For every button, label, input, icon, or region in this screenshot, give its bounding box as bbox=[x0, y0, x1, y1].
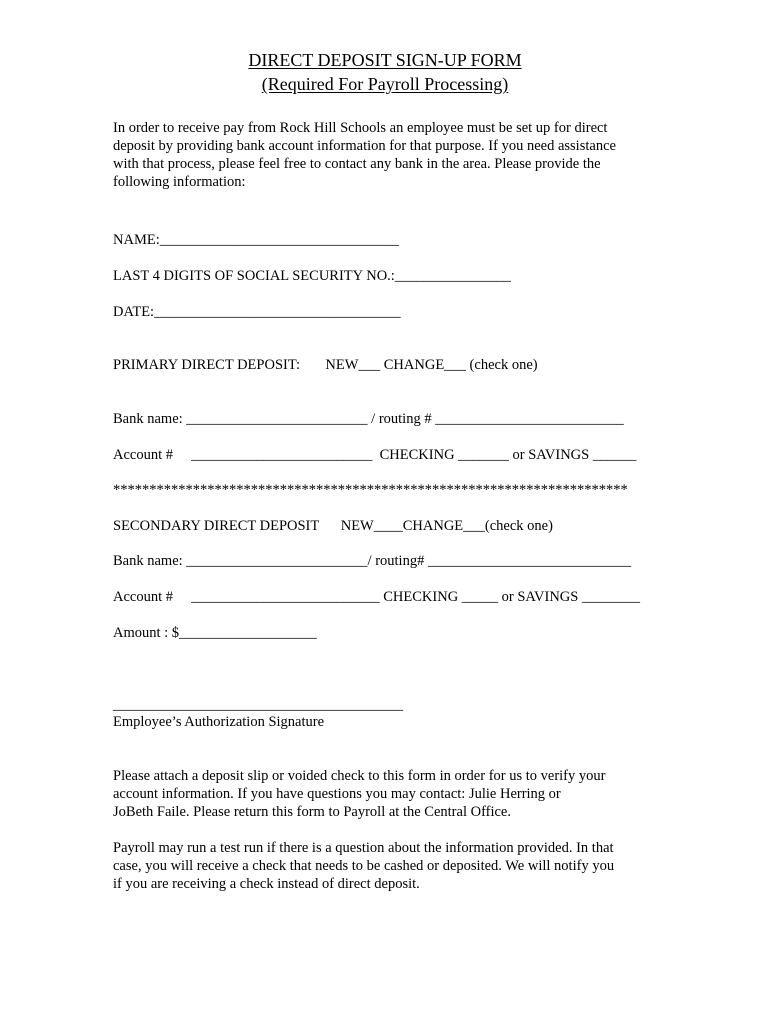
intro-line: In order to receive pay from Rock Hill Schools an employee must be set up for direct bbox=[113, 120, 608, 136]
form-title: DIRECT DEPOSIT SIGN-UP FORM bbox=[248, 50, 522, 70]
intro-line: with that process, please feel free to contact any bank in the area. Please provide the bbox=[113, 156, 601, 172]
ssn-field[interactable]: LAST 4 DIGITS OF SOCIAL SECURITY NO.:________________ bbox=[113, 268, 511, 284]
date-field[interactable]: DATE:__________________________________ bbox=[113, 304, 401, 320]
signature-label: Employee’s Authorization Signature bbox=[113, 714, 325, 730]
amount-field[interactable]: Amount : $___________________ bbox=[113, 625, 317, 641]
test-run-note-line: if you are receiving a check instead of direct deposit. bbox=[113, 876, 420, 892]
primary-account-field[interactable]: Account # _________________________ CHECKING _______ or SAVINGS ______ bbox=[113, 447, 637, 463]
intro-line: following information: bbox=[113, 174, 246, 190]
name-field[interactable]: NAME:_________________________________ bbox=[113, 232, 399, 248]
secondary-bank-field[interactable]: Bank name: _________________________/ routing# ____________________________ bbox=[113, 553, 631, 569]
intro-line: deposit by providing bank account information for that purpose. If you need assistance bbox=[113, 138, 616, 154]
attach-note-line: JoBeth Faile. Please return this form to Payroll at the Central Office. bbox=[113, 804, 511, 820]
test-run-note bbox=[113, 839, 614, 893]
attach-note-line: account information. If you have questions you may contact: Julie Herring or bbox=[113, 786, 561, 802]
intro-paragraph bbox=[113, 119, 616, 191]
section-separator: *********************************************************************** bbox=[113, 482, 628, 498]
attach-note-line: Please attach a deposit slip or voided check to this form in order for us to verify your bbox=[113, 768, 606, 784]
test-run-note-line: case, you will receive a check that needs to be cashed or deposited. We will notify you bbox=[113, 858, 615, 874]
secondary-account-field[interactable]: Account # __________________________ CHECKING _____ or SAVINGS ________ bbox=[113, 589, 640, 605]
primary-deposit-heading[interactable]: PRIMARY DIRECT DEPOSIT: NEW___ CHANGE___ (check one) bbox=[113, 357, 538, 373]
attach-note bbox=[113, 767, 605, 821]
signature-line[interactable]: ________________________________________ bbox=[113, 697, 403, 713]
secondary-deposit-heading[interactable]: SECONDARY DIRECT DEPOSIT NEW____CHANGE___(check one) bbox=[113, 518, 553, 534]
primary-bank-field[interactable]: Bank name: _________________________ / routing # __________________________ bbox=[113, 411, 624, 427]
form-subtitle: (Required For Payroll Processing) bbox=[261, 74, 509, 94]
test-run-note-line: Payroll may run a test run if there is a question about the information provided. In that bbox=[113, 840, 614, 856]
